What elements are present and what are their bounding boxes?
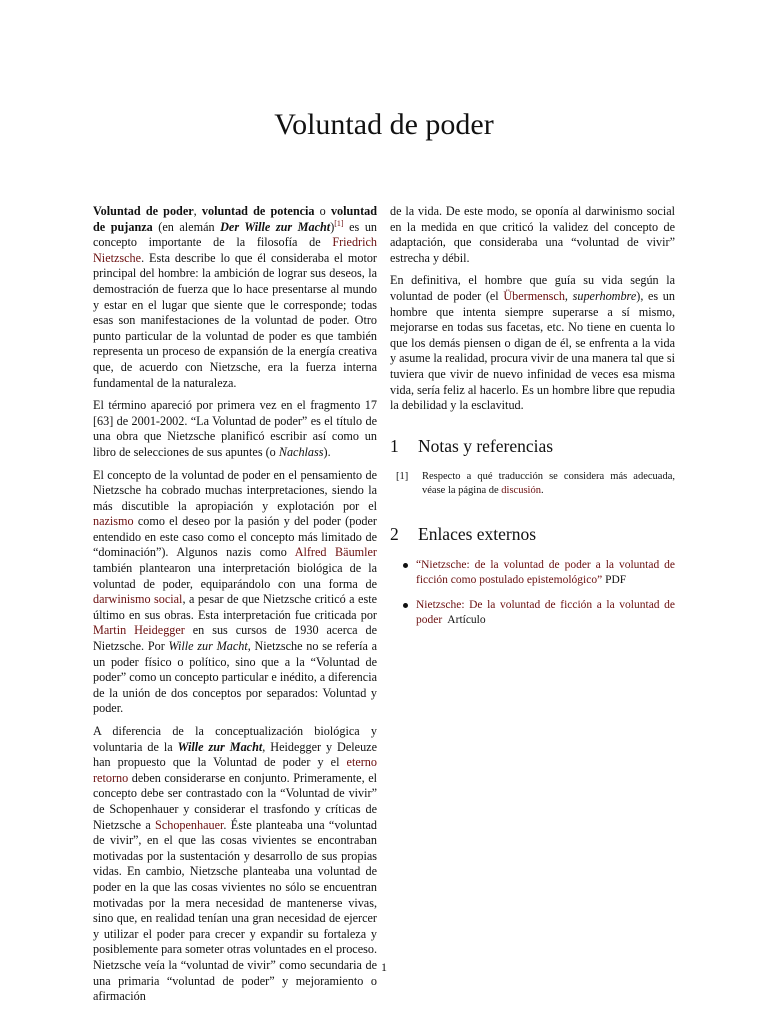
- text: , a pesar de que Nietzsche criticó a este último en sus obras. Esta interpretación fue criticada por: [93, 592, 377, 622]
- text: ,: [193, 204, 202, 218]
- bold-term: voluntad de potencia: [201, 204, 315, 218]
- german-term: Der Wille zur Macht: [220, 219, 331, 234]
- text: Respecto a qué traducción se considera más adecuada, véase la página de: [422, 470, 675, 496]
- link-type-label: PDF: [602, 573, 627, 586]
- link-friedrich-nietzsche[interactable]: Friedrich Nietzsche: [93, 235, 377, 265]
- section-number: 1: [390, 435, 399, 456]
- text: ), es un hombre que intenta siempre superarse a sí mismo, mejorarse en todas sus facetas, etc. No tiene en cuenta lo que los demás piensen o digan de él, se enfrenta a la vida y asume la realidad, procura vivir de una manera tal que si tuviera que vivir de nuevo infinidad de veces esa misma vida, sería feliz al hacerlo. Es un hombre libre que repudia la debilidad y la esclavitud.: [390, 288, 675, 413]
- text: como el deseo por la pasión y del poder (poder entendido en este caso como el concepto más limitado de “dominación”). Algunos nazis como: [93, 514, 377, 560]
- link-martin-heidegger[interactable]: Martin Heidegger: [93, 623, 185, 638]
- section-heading-notas: [390, 436, 675, 456]
- section-title: Enlaces externos: [418, 523, 537, 544]
- section-number: 2: [390, 523, 399, 544]
- external-links-list: [390, 558, 675, 628]
- link-eterno-retorno[interactable]: eterno retorno: [93, 755, 377, 785]
- link-nazismo[interactable]: nazismo: [93, 514, 134, 529]
- page-number: 1: [381, 960, 387, 974]
- link-darwinismo-social[interactable]: darwinismo social: [93, 592, 183, 607]
- text: A diferencia de la conceptualización biológica y voluntaria de la: [93, 724, 377, 754]
- footnote-ref-link[interactable]: [1]: [334, 218, 344, 228]
- list-item: [390, 598, 675, 628]
- paragraph-interpretations: [93, 468, 377, 718]
- text: ).: [323, 444, 331, 459]
- link-alfred-baeumler[interactable]: Alfred Bäumler: [294, 545, 377, 560]
- paragraph-ubermensch: [390, 273, 675, 413]
- external-link-article[interactable]: Nietzsche: De la voluntad de ficción a la voluntad de poder: [416, 598, 675, 626]
- text: (en alemán: [152, 219, 221, 234]
- list-item: [390, 558, 675, 588]
- paragraph-origin: [93, 398, 377, 460]
- bold-term: Voluntad de poder: [93, 204, 194, 218]
- text: El término apareció por primera vez en el fragmento 17 [63] de 2001-2002. “La Voluntad de poder” es el título de una obra que Nietzsche planificó escribir así como un libro de selecciones de sus apuntes (o: [93, 398, 377, 459]
- link-ubermensch[interactable]: Übermensch: [503, 288, 565, 303]
- german-term: Wille zur Macht: [177, 739, 263, 754]
- bold-term: voluntad de pujanza: [93, 204, 378, 234]
- text: El concepto de la voluntad de poder en el pensamiento de Nietzsche ha cobrado muchas interpretaciones, siendo la más discutible la apropiación y explotación por el: [93, 467, 377, 513]
- section-heading-enlaces: [390, 524, 675, 544]
- link-type-label: Artículo: [442, 613, 486, 626]
- footnote-list: [390, 470, 675, 498]
- text: En definitiva, el hombre que guía su vida según la voluntad de poder (el: [390, 273, 675, 303]
- text: . Esta describe lo que él consideraba el motor principal del hombre: la ambición de lograr sus deseos, la demostración de fuerza que lo hace presentarse al mundo y estar en el lugar que siente que le corresponde; todas esas son manifestaciones de la voluntad de poder. Otro punto particular de la voluntad de poder es que también representa un proceso de expansión de la energía creativa que, de acuerdo con Nietzsche, era la fuerza interna fundamental de la naturaleza.: [93, 250, 377, 390]
- italic-term: Wille zur Macht: [168, 639, 248, 654]
- footnote-mark: [1]: [396, 470, 409, 482]
- footnote-item: [390, 470, 675, 498]
- text: . Éste planteaba una “voluntad de vivir”, en el que las cosas vivientes se encontraban motivadas por la sustentación y desarrollo de sus propias vidas. En cambio, Nietzsche planteaba una voluntad de poder en la que las cosas vivientes no sólo se encuentran motivadas por la mera necesidad de mantenerse vivas, sino que, en realidad tenían una gran necesidad de ejercer y utilizar el poder para crecer y expandir su fortaleza y posiblemente para someter otras voluntades en el proceso. Nietzsche veía la “voluntad de vivir” como secundaria de una primaria “voluntad de poder” y mejoramiento o afirmación: [93, 817, 377, 1004]
- right-column: [390, 204, 675, 638]
- link-schopenhauer[interactable]: Schopenhauer: [155, 817, 224, 832]
- paragraph-intro: [93, 204, 377, 391]
- italic-term: Nachlass: [278, 444, 324, 459]
- text: es un concepto importante de la filosofía de: [93, 219, 378, 250]
- link-discusion[interactable]: discusión: [501, 484, 541, 496]
- external-link-pdf[interactable]: “Nietzsche: de la voluntad de poder a la voluntad de ficción como postulado epistemológico”: [416, 558, 675, 586]
- footnote-text: [422, 470, 675, 498]
- bullet-icon: [403, 563, 408, 568]
- section-title: Notas y referencias: [418, 435, 554, 456]
- text: ,: [564, 288, 573, 303]
- text: o: [314, 204, 331, 218]
- bullet-icon: [403, 603, 408, 608]
- italic-term: superhombre: [572, 288, 637, 303]
- text: deben considerarse en conjunto. Primeramente, el concepto debe ser contrastado con la “Voluntad de vivir” de Schopenhauer y considerar el trasfondo y críticas de Nietzsche a: [93, 770, 377, 832]
- page-title: Voluntad de poder: [274, 108, 494, 141]
- text: .: [540, 484, 544, 496]
- text: ): [330, 219, 335, 234]
- text: también plantearon una interpretación biológica de la voluntad de poder, equiparándolo con una forma de: [93, 561, 377, 591]
- text: , Nietzsche no se refería a un poder físico o político, sino que a la “Voluntad de poder” como un concepto particular e inédito, a diferencia de la unión de dos conceptos por separados: Voluntad y poder.: [93, 639, 377, 716]
- text: en sus cursos de 1930 acerca de Nietzsche. Por: [93, 623, 377, 654]
- paragraph-continuation: de la vida. De este modo, se oponía al darwinismo social en la medida en que criticó la validez del concepto de adaptación, que consideraba una “voluntad de vivir” estrecha y débil.: [390, 204, 675, 265]
- text: , Heidegger y Deleuze han propuesto que la Voluntad de poder y el: [93, 739, 377, 770]
- left-column: [93, 204, 377, 1012]
